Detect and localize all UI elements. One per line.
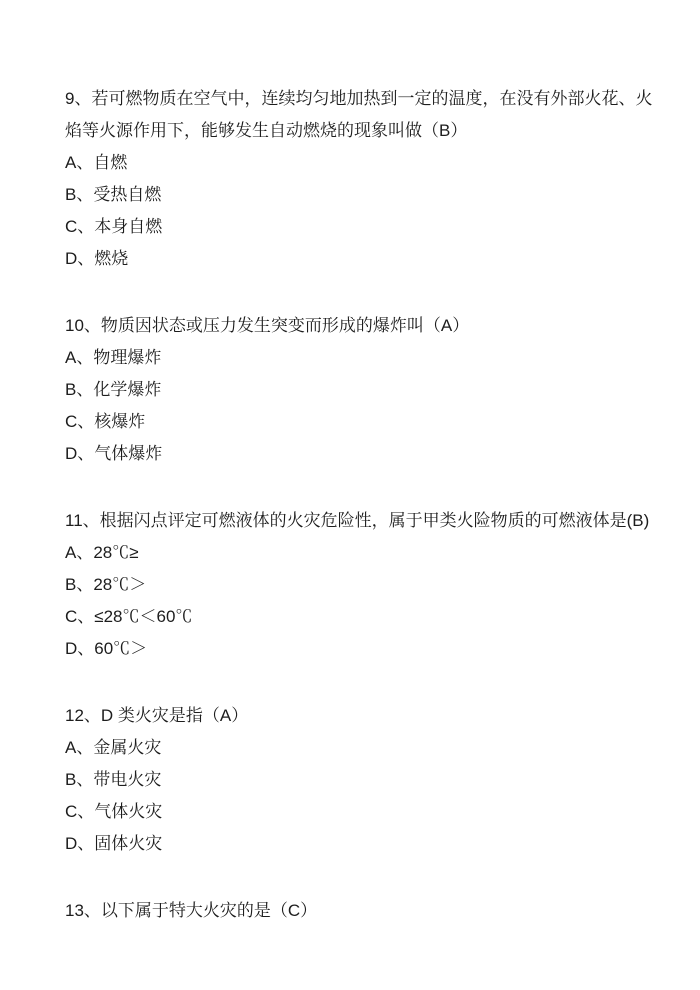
question-text: 12、D 类火灾是指（A） xyxy=(65,706,249,725)
question-block-9 xyxy=(65,83,655,275)
option-c: C、气体火灾 xyxy=(65,802,163,821)
question-block-13 xyxy=(65,895,655,927)
option-a: A、物理爆炸 xyxy=(65,348,162,367)
question-text: 9、若可燃物质在空气中，连续均匀地加热到一定的温度，在没有外部火花、火焰等火源作用下，能够发生自动燃烧的现象叫做（B） xyxy=(65,89,653,140)
option-d: D、气体爆炸 xyxy=(65,444,163,463)
option-b: B、28℃＞ xyxy=(65,575,147,594)
question-text: 11、根据闪点评定可燃液体的火灾危险性，属于甲类火险物质的可燃液体是(B) xyxy=(65,511,650,530)
option-b: B、带电火灾 xyxy=(65,770,162,789)
option-a: A、自燃 xyxy=(65,153,128,172)
option-c: C、本身自燃 xyxy=(65,217,163,236)
option-d: D、60℃＞ xyxy=(65,639,148,658)
question-block-12 xyxy=(65,700,655,860)
option-d: D、固体火灾 xyxy=(65,834,163,853)
question-block-11 xyxy=(65,505,655,665)
option-a: A、金属火灾 xyxy=(65,738,162,757)
question-text: 13、以下属于特大火灾的是（C） xyxy=(65,901,318,920)
option-a: A、28℃≥ xyxy=(65,543,139,562)
option-b: B、受热自燃 xyxy=(65,185,162,204)
option-c: C、≤28℃＜60℃ xyxy=(65,607,193,626)
question-text: 10、物质因状态或压力发生突变而形成的爆炸叫（A） xyxy=(65,316,470,335)
option-b: B、化学爆炸 xyxy=(65,380,162,399)
question-block-10 xyxy=(65,310,655,470)
option-c: C、核爆炸 xyxy=(65,412,146,431)
option-d: D、燃烧 xyxy=(65,249,129,268)
